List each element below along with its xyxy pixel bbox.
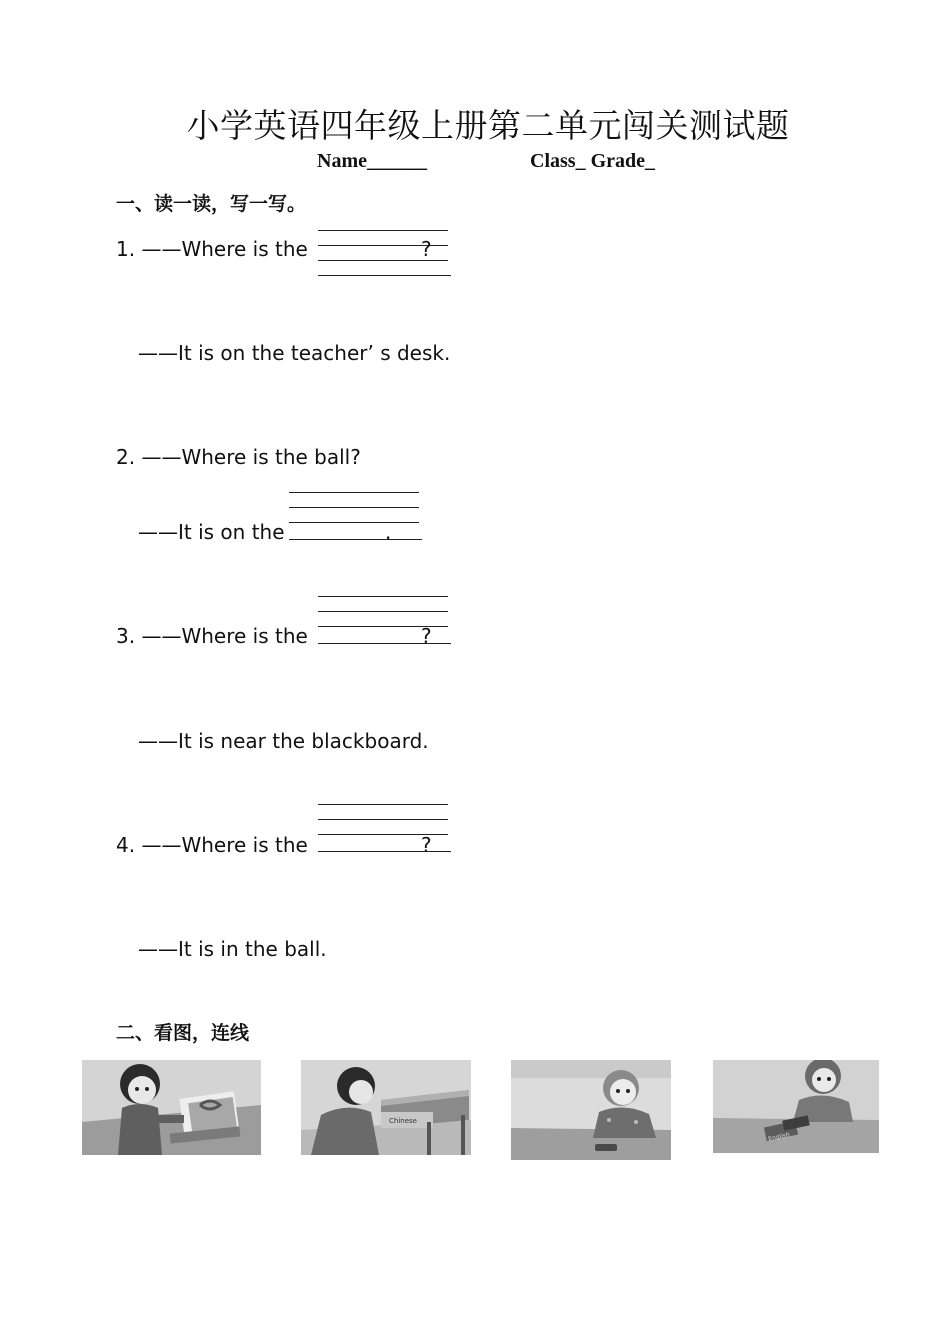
page-title: 小学英语四年级上册第二单元闯关测试题 <box>186 106 790 145</box>
answer-text: ——It is on the teacher’ s desk. <box>138 341 451 365</box>
name-label: Name______ <box>317 150 427 172</box>
question-mark: ? <box>421 237 432 261</box>
answer-text: ——It is on the <box>138 520 285 544</box>
answer-blank-line <box>318 804 448 805</box>
picture-girl-with-pencil-box <box>713 1060 879 1153</box>
picture-boy-at-desk <box>301 1060 471 1155</box>
book-label: Chinese <box>389 1117 417 1125</box>
answer-blank-line <box>318 275 451 276</box>
answer-text: ——It is near the blackboard. <box>138 729 429 753</box>
question-mark: ? <box>421 624 432 648</box>
answer-blank-line <box>318 596 448 597</box>
question-text: 4. ——Where is the <box>116 833 308 857</box>
question-text: 2. ——Where is the ball? <box>116 445 361 469</box>
answer-blank-line <box>318 611 448 612</box>
answer-blank-line <box>318 819 448 820</box>
question-text: 1. ——Where is the <box>116 237 308 261</box>
answer-blank-line <box>289 492 419 493</box>
section-1-heading: 一、读一读，写一写。 <box>116 193 307 215</box>
question-mark: ? <box>421 833 432 857</box>
answer-blank-line <box>289 539 422 540</box>
question-text: 3. ——Where is the <box>116 624 308 648</box>
answer-text: ——It is in the ball. <box>138 937 327 961</box>
picture-girl-with-books <box>82 1060 261 1155</box>
book-label: English <box>767 1131 791 1143</box>
answer-blank-line <box>289 507 419 508</box>
answer-blank-line <box>289 522 419 523</box>
period-mark: . <box>385 520 392 544</box>
class-grade-label: Class_ Grade_ <box>530 150 655 172</box>
picture-girl-at-table <box>511 1060 671 1160</box>
section-2-heading: 二、看图，连线 <box>116 1022 250 1044</box>
answer-blank-line <box>318 230 448 231</box>
